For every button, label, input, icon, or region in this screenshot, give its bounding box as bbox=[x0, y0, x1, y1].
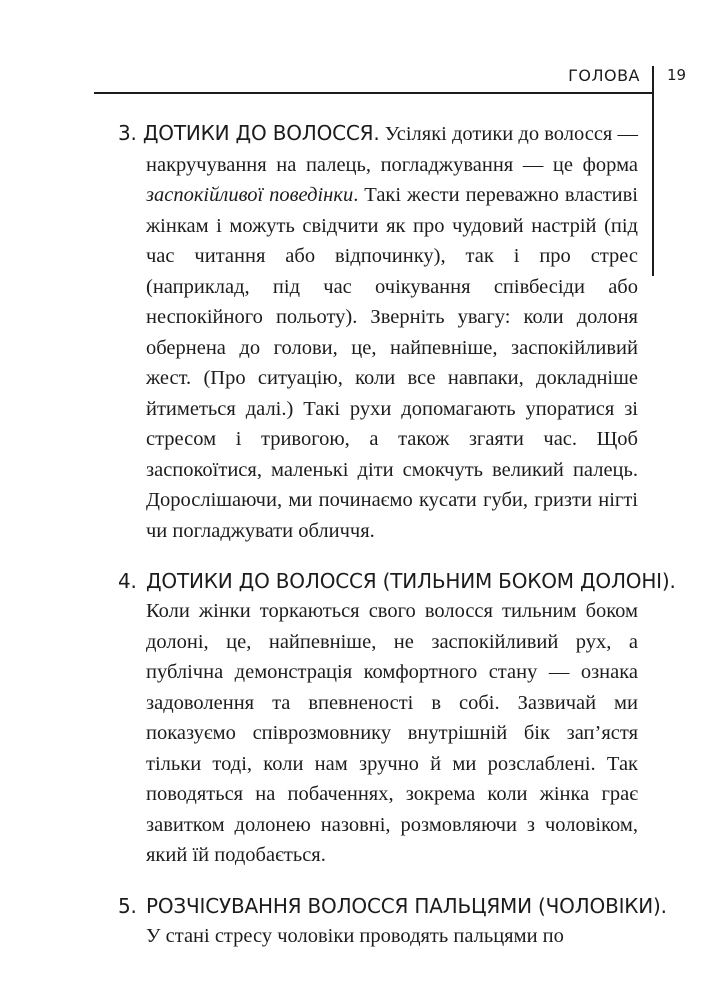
header-horizontal-rule bbox=[94, 92, 654, 94]
running-header-title: ГОЛОВА bbox=[568, 66, 640, 85]
section-5 bbox=[118, 891, 667, 952]
section-4-heading bbox=[118, 566, 676, 596]
section-3 bbox=[118, 118, 638, 546]
section-5-paragraph: У стані стресу чоловіки проводять пальцями по bbox=[146, 924, 564, 947]
section-3-text-end: . Такі жести переважно властиві жінкам і можуть свідчити як про чудовий настрій (під час читання або відпочинку), так і про стрес (наприклад, під час очікування співбесіди або неспокійного польоту). Зверніть увагу: коли долоня обернена до голови, це, найпевніше, заспокійливий жест. (Про ситуацію, коли все навпаки, докладніше йтиметься далі.) Такі рухи допомагають упоратися зі стресом і тривогою, а також згаяти час. Щоб заспокоїтися, маленькі діти смокчуть великий палець. Дорослішаючи, ми починаємо кусати губи, гризти нігті чи погладжувати обличчя. bbox=[146, 184, 639, 542]
header-vertical-rule bbox=[652, 66, 654, 276]
section-3-number: 3. bbox=[118, 121, 137, 145]
section-3-text-start: Усілякі дотики до волосся — накручування на палець, погладжування — це форма bbox=[146, 123, 639, 176]
section-4-paragraph: Коли жінки торкаються свого волосся тильним боком долоні, це, найпевніше, не заспокійливий рух, а публічна демонстрація комфортного стану — ознака задоволення та впевненості в собі. Зазвичай ми показуємо співрозмовнику внутрішній бік зап’ястя тільки тоді, коли нам зручно й ми розслаблені. Так поводяться на побаченнях, зокрема коли жінка грає завитком долонею назовні, розмовляючи з чоловіком, який їй подобається. bbox=[146, 600, 638, 866]
section-4 bbox=[118, 566, 676, 871]
section-5-number: 5. bbox=[118, 893, 137, 918]
section-5-heading-text: РОЗЧІСУВАННЯ ВОЛОССЯ ПАЛЬЦЯМИ (ЧОЛОВІКИ). bbox=[146, 893, 667, 918]
page-body bbox=[118, 118, 676, 951]
section-3-paragraph bbox=[118, 118, 638, 546]
section-4-heading-text: ДОТИКИ ДО ВОЛОССЯ (ТИЛЬНИМ БОКОМ ДОЛОНІ). bbox=[146, 569, 676, 593]
section-5-heading bbox=[118, 891, 667, 921]
page-number: 19 bbox=[667, 66, 687, 84]
section-3-heading-text: ДОТИКИ ДО ВОЛОССЯ. bbox=[142, 121, 380, 145]
section-3-italic-term: заспокійливої поведінки bbox=[146, 184, 354, 206]
section-3-heading bbox=[118, 121, 380, 145]
section-4-number: 4. bbox=[118, 569, 137, 593]
